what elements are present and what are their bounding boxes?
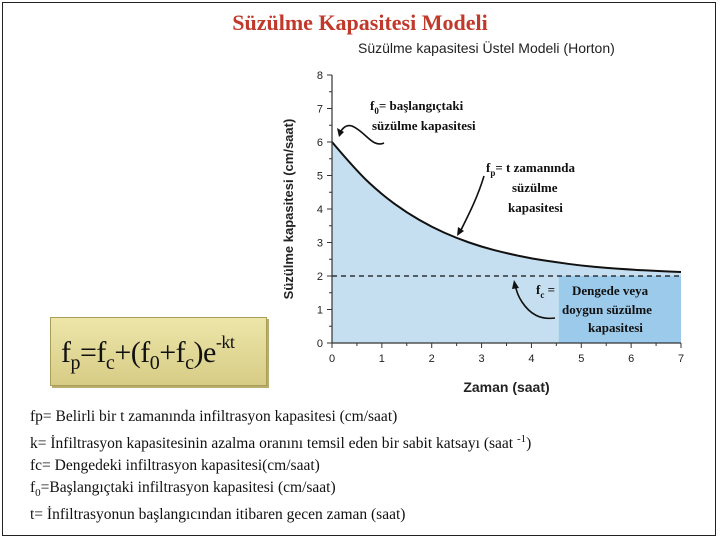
x-tick-label: 1	[378, 353, 385, 365]
formula-part: =f	[80, 336, 106, 369]
fc-label-line1: Dengede veya	[572, 283, 649, 298]
fc-label-line3: kapasitesi	[588, 320, 643, 335]
definition-t	[30, 504, 710, 526]
horton-formula	[61, 332, 234, 375]
fp-annotation-line3: kapasitesi	[508, 200, 563, 215]
fc-annotation-lead: f	[536, 282, 541, 297]
x-tick-label: 3	[478, 353, 485, 365]
y-tick-label: 5	[316, 170, 323, 183]
x-tick-label: 2	[428, 353, 435, 365]
y-tick-label: 4	[316, 204, 323, 216]
formula-box	[50, 317, 267, 386]
fp-arrow	[460, 176, 484, 232]
f0-annotation-sub: 0	[374, 106, 379, 116]
definition-text: =Başlangıçtaki infiltrasyon kapasitesi (cm/saat)	[40, 479, 336, 497]
formula-subscript: 0	[149, 352, 160, 374]
definition-text: fp= Belirli bir t zamanında infiltrasyon kapasitesi (cm/saat)	[30, 408, 398, 425]
svg-text:f0= başlangıçtaki	[370, 98, 464, 116]
formula-part: f	[61, 336, 71, 369]
definition-k	[30, 428, 710, 455]
f0-annotation-rest: = başlangıçtaki	[378, 98, 464, 113]
formula-exponent: -kt	[215, 332, 235, 352]
chart-title: Süzülme kapasitesi Üstel Modeli (Horton)	[358, 40, 615, 56]
fc-annotation-rest: =	[544, 282, 556, 297]
formula-part: +(f	[114, 336, 150, 369]
y-tick-label: 0	[316, 338, 323, 350]
x-axis-title: Zaman (saat)	[463, 379, 550, 395]
y-tick-label: 1	[316, 304, 323, 317]
fp-annotation-rest: = t zamanında	[495, 160, 575, 175]
fp-annotation-sub: p	[490, 168, 496, 178]
y-tick-label: 2	[316, 271, 323, 283]
formula-subscript: c	[185, 352, 194, 374]
x-tick-label: 6	[628, 353, 635, 365]
definitions-list	[30, 406, 710, 526]
slide-title: Süzülme Kapasitesi Modeli	[232, 10, 488, 35]
fp-annotation-line2: süzülme	[512, 180, 558, 195]
f0-annotation-line2: süzülme kapasitesi	[372, 118, 476, 133]
definition-text: )	[526, 435, 532, 453]
definition-text: k= İnfiltrasyon kapasitesinin azalma oranını temsil eden bir sabit katsayı (saat	[30, 435, 517, 453]
definition-text: t= İnfiltrasyonun başlangıcından itibaren gecen zaman (saat)	[30, 506, 406, 524]
f0-annotation-lead: f	[370, 98, 375, 113]
formula-subscript: p	[70, 352, 80, 374]
y-tick-label: 6	[316, 137, 323, 149]
y-tick-label: 3	[316, 237, 323, 250]
y-tick-label: 7	[316, 103, 323, 116]
formula-subscript: c	[105, 352, 115, 374]
formula-part: +f	[159, 336, 186, 369]
definition-f0	[30, 477, 710, 504]
definition-text: fc= Dengedeki infiltrasyon kapasitesi(cm/saat)	[30, 457, 320, 475]
definition-text: f	[30, 479, 36, 497]
y-axis-title: Süzülme kapasitesi (cm/saat)	[281, 118, 296, 300]
fp-arrowhead	[457, 227, 464, 236]
svg-text:fp= t zamanında	[486, 160, 575, 178]
x-tick-label: 0	[328, 353, 336, 365]
definition-fp	[30, 406, 710, 428]
definition-superscript: -1	[516, 433, 527, 445]
fp-annotation-lead: f	[486, 160, 491, 175]
fc-label-line2: doygun süzülme	[562, 302, 652, 317]
formula-part: )e	[193, 336, 216, 369]
definition-subscript: 0	[35, 487, 41, 500]
x-tick-label: 5	[578, 353, 585, 365]
y-tick-label: 8	[316, 70, 323, 82]
x-tick-label: 7	[677, 353, 685, 365]
x-tick-label: 4	[528, 353, 535, 365]
fc-annotation-sub: c	[540, 290, 545, 300]
definition-fc	[30, 455, 710, 477]
